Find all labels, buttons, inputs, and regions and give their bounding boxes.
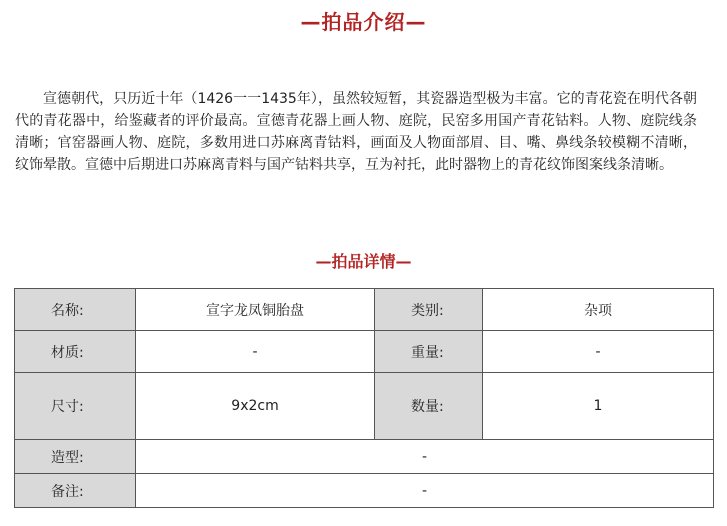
- weight-label: 重量:: [375, 331, 483, 373]
- intro-section-title: —拍品介绍—: [300, 10, 427, 34]
- shape-value: -: [136, 440, 714, 474]
- remarks-label: 备注:: [15, 474, 136, 508]
- material-label: 材质:: [15, 331, 136, 373]
- quantity-value: 1: [483, 373, 714, 440]
- intro-paragraph: 宣德朝代，只历近十年（1426一一1435年），虽然较短暂，其瓷器造型极为丰富。它的青花瓷在明代各朝代的青花器中，给鉴藏者的评价最高。宣德青花器上画人物、庭院，民窑多用国产青花钴料。人物、庭院线条清晰；官窑器画人物、庭院，多数用进口苏麻离青钴料，画面及人物面部眉、目、嘴、鼻线条较模糊不清晰，纹饰晕散。宣德中后期进口苏麻离青料与国产钴料共享，互为衬托，此时器物上的青花纹饰图案线条清晰。: [15, 91, 697, 173]
- weight-value: -: [483, 331, 714, 373]
- remarks-value: -: [136, 474, 714, 508]
- size-label: 尺寸:: [15, 373, 136, 440]
- table-row: [15, 474, 714, 508]
- category-value: 杂项: [483, 289, 714, 331]
- name-label: 名称:: [15, 289, 136, 331]
- table-row: [15, 289, 714, 331]
- table-row: [15, 440, 714, 474]
- shape-label: 造型:: [15, 440, 136, 474]
- category-label: 类别:: [375, 289, 483, 331]
- details-table: [14, 288, 714, 508]
- table-row: [15, 373, 714, 440]
- details-section-title: —拍品详情—: [315, 252, 412, 271]
- table-row: [15, 331, 714, 373]
- material-value: -: [136, 331, 375, 373]
- size-value: 9x2cm: [136, 373, 375, 440]
- name-value: 宣字龙凤铜胎盘: [136, 289, 375, 331]
- quantity-label: 数量:: [375, 373, 483, 440]
